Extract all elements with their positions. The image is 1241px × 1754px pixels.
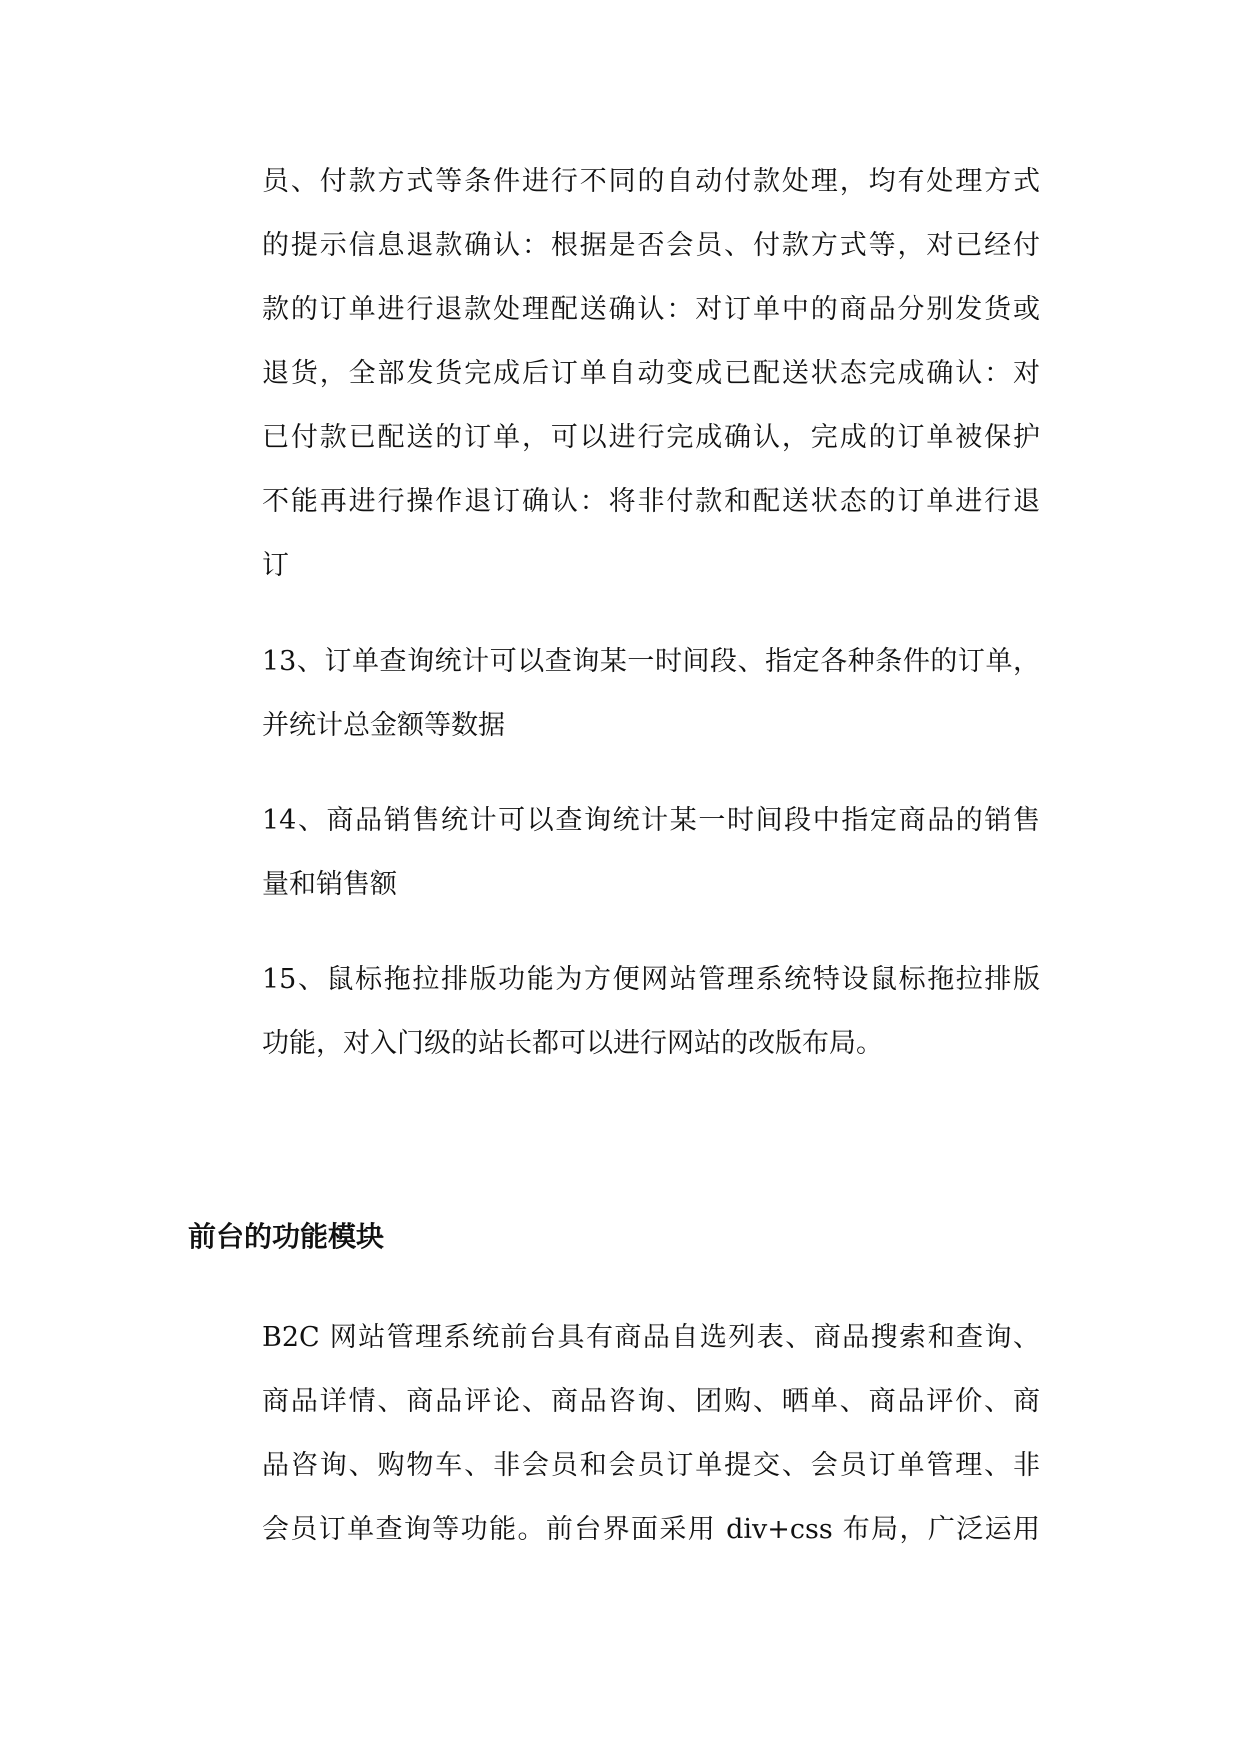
paragraph-line: 品咨询、购物车、非会员和会员订单提交、会员订单管理、非 [262,1450,1040,1481]
paragraph-line: 商品详情、商品评论、商品咨询、团购、晒单、商品评价、商 [262,1386,1040,1417]
paragraph-line: 14、商品销售统计可以查询统计某一时间段中指定商品的销售 [262,805,1040,836]
paragraph-line: 退货，全部发货完成后订单自动变成已配送状态完成确认：对 [262,358,1040,389]
paragraph-line: 功能，对入门级的站长都可以进行网站的改版布局。 [262,1028,883,1059]
paragraph-line: 会员订单查询等功能。前台界面采用 div+css 布局，广泛运用 [262,1514,1040,1545]
paragraph-line: 的提示信息退款确认：根据是否会员、付款方式等，对已经付 [262,230,1040,261]
paragraph-line: 并统计总金额等数据 [262,710,505,741]
list-item-15 [262,948,1040,1076]
paragraph-line: 员、付款方式等条件进行不同的自动付款处理，均有处理方式 [262,166,1040,197]
list-item-14 [262,789,1040,917]
paragraph-line: 订 [262,550,289,581]
paragraph-line: B2C 网站管理系统前台具有商品自选列表、商品搜索和查询、 [262,1322,1040,1353]
frontend-features-paragraph [262,1306,1040,1562]
paragraph-line: 不能再进行操作退订确认：将非付款和配送状态的订单进行退 [262,486,1040,517]
section-heading: 前台的功能模块 [188,1220,385,1253]
paragraph-line: 量和销售额 [262,869,397,900]
paragraph-line: 款的订单进行退款处理配送确认：对订单中的商品分别发货或 [262,294,1040,325]
paragraph-line: 13、订单查询统计可以查询某一时间段、指定各种条件的订单， [262,646,1040,677]
order-processing-paragraph [262,150,1040,598]
paragraph-line: 15、鼠标拖拉排版功能为方便网站管理系统特设鼠标拖拉排版 [262,964,1040,995]
list-item-13 [262,630,1040,758]
paragraph-line: 已付款已配送的订单，可以进行完成确认，完成的订单被保护 [262,422,1040,453]
